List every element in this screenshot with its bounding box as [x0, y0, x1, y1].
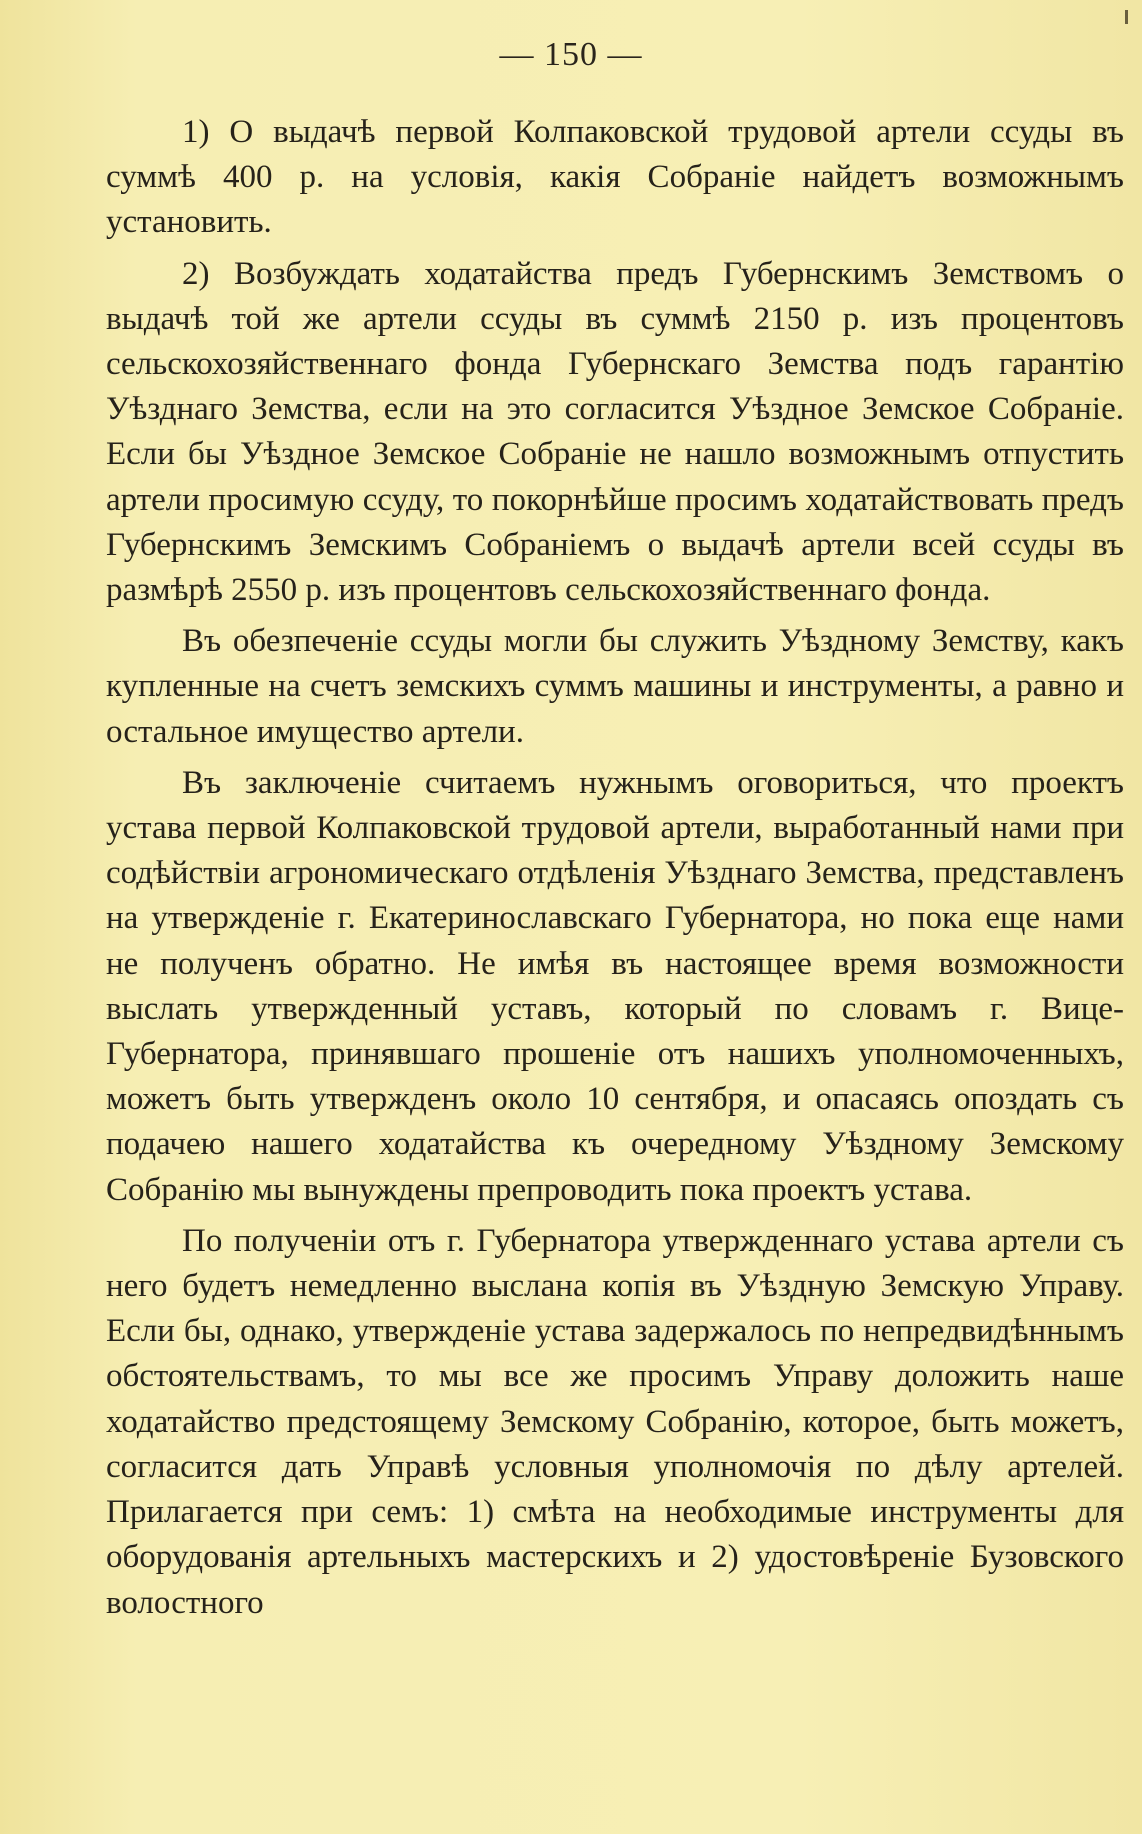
- paragraph-4: Въ заключеніе считаемъ нужнымъ оговориться, что проектъ устава первой Колпаковской трудовой артели, выработанный нами при содѣйствіи агрономическаго отдѣленія Уѣзднаго Земства, представленъ на утвержденіе г. Екатеринославскаго Губернатора, но пока еще нами не полученъ обратно. Не имѣя въ настоящее время возможности выслать утвержденный уставъ, который по словамъ г. Вице-Губернатора, принявшаго прошеніе отъ нашихъ уполномоченныхъ, можетъ быть утвержденъ около 10 сентября, и опасаясь опоздать съ подачею нашего ходатайства къ очередному Уѣздному Земскому Собранію мы вынуждены препроводить пока проектъ устава.: [106, 764, 1124, 1208]
- paragraph-3: Въ обезпеченіе ссуды могли бы служить Уѣздному Земству, какъ купленные на счетъ земскихъ суммъ машины и инструменты, а равно и остальное имущество артели.: [106, 623, 1124, 750]
- body-text: [106, 110, 1124, 1632]
- paragraph-1: 1) О выдачѣ первой Колпаковской трудовой артели ссуды въ суммѣ 400 р. на условія, какія Собраніе найдетъ возможнымъ установить.: [106, 114, 1124, 241]
- margin-mark: [1125, 10, 1128, 24]
- paragraph-5: По полученіи отъ г. Губернатора утвержденнаго устава артели съ него будетъ немедленно выслана копія въ Уѣздную Земскую Управу. Если бы, однако, утвержденіе устава задержалось по непредвидѣннымъ обстоятельствамъ, то мы все же просимъ Управу доложить наше ходатайство предстоящему Земскому Собранію, которое, быть можетъ, согласится дать Управѣ условныя уполномочія по дѣлу артелей. Прилагается при семъ: 1) смѣта на необходимые инструменты для оборудованія артельныхъ мастерскихъ и 2) удостовѣреніе Бузовского волостного: [106, 1222, 1124, 1621]
- page-number: — 150 —: [499, 36, 643, 73]
- paragraph-2: 2) Возбуждать ходатайства предъ Губернскимъ Земствомъ о выдачѣ той же артели ссуды въ суммѣ 2150 р. изъ процентовъ сельскохозяйственнаго фонда Губернскаго Земства подъ гарантію Уѣзднаго Земства, если на это согласится Уѣздное Земское Собраніе. Если бы Уѣздное Земское Собраніе не нашло возможнымъ отпустить артели просимую ссуду, то покорнѣйше просимъ ходатайствовать предъ Губернскимъ Земскимъ Собраніемъ о выдачѣ артели всей ссуды въ размѣрѣ 2550 р. изъ процентовъ сельскохозяйственнаго фонда.: [106, 255, 1124, 609]
